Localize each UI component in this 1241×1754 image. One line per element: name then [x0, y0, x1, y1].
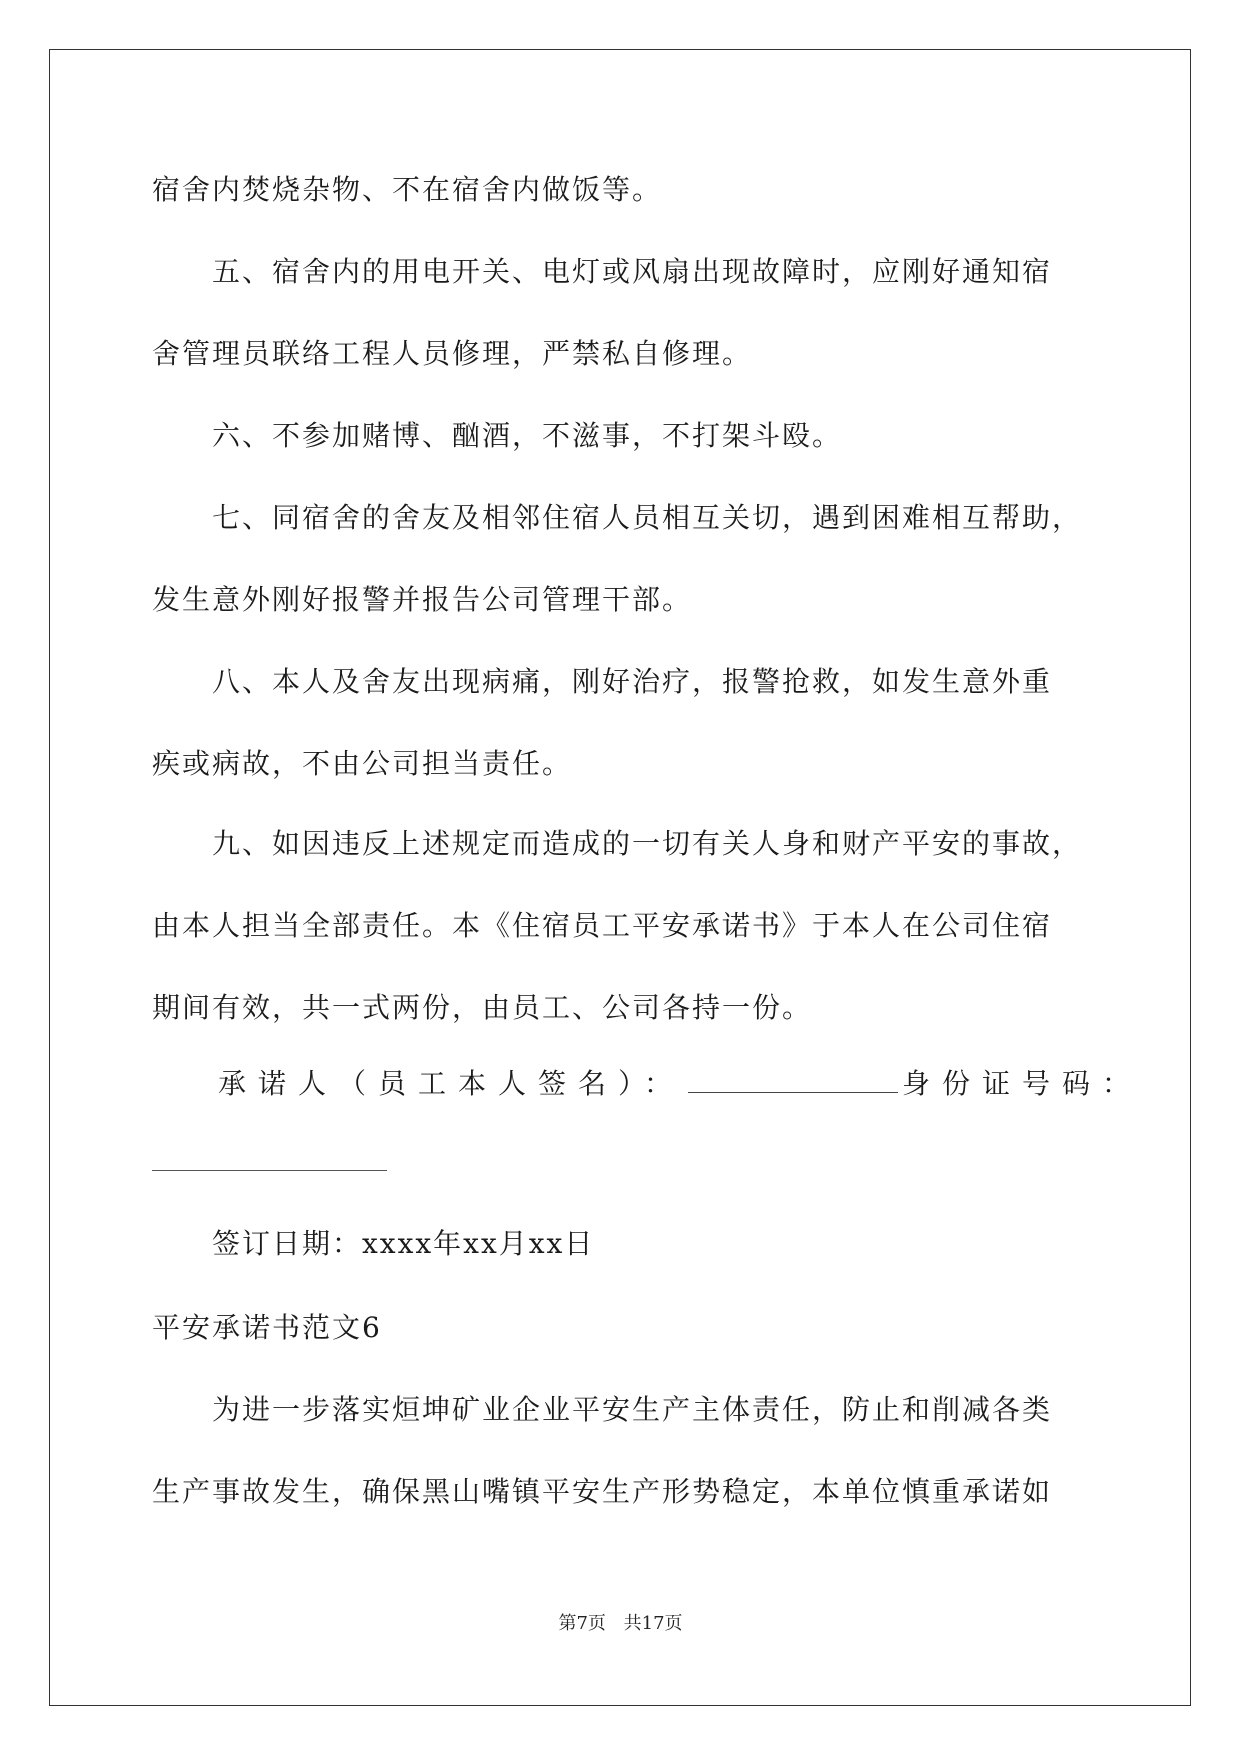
signature-blank[interactable]: [688, 1066, 898, 1093]
body-line-8: 疾或病故，不由公司担当责任。: [152, 747, 573, 780]
body-line-10: 由本人担当全部责任。本《住宿员工平安承诺书》于本人在公司住宿: [152, 909, 1053, 942]
page-footer: [0, 1612, 1241, 1636]
body-line-11: 期间有效，共一式两份，由员工、公司各持一份。: [152, 991, 813, 1024]
body-line-7: 八、本人及舍友出现病痛，刚好治疗，报警抢救，如发生意外重: [212, 665, 1053, 698]
body-line-9: 九、如因违反上述规定而造成的一切有关人身和财产平安的事故，: [212, 827, 1083, 860]
signature-line: [218, 1066, 1142, 1102]
page-total: 共17页: [623, 1613, 683, 1634]
date-line: 签订日期：xxxx年xx月xx日: [212, 1227, 595, 1260]
body-line-2: 五、宿舍内的用电开关、电灯或风扇出现故障时，应刚好通知宿: [212, 255, 1053, 288]
page-border: [49, 49, 1191, 1706]
body-line-6: 发生意外刚好报警并报告公司管理干部。: [152, 583, 693, 616]
page-number: 第7页: [558, 1613, 606, 1634]
intro-line-1: 为进一步落实烜坤矿业企业平安生产主体责任，防止和削减各类: [212, 1393, 1053, 1426]
body-line-1: 宿舍内焚烧杂物、不在宿舍内做饭等。: [152, 173, 663, 206]
body-line-4: 六、不参加赌博、酗酒，不滋事，不打架斗殴。: [212, 419, 843, 452]
committer-label: 承诺人（员工本人签名）：: [218, 1067, 685, 1100]
intro-line-2: 生产事故发生，确保黑山嘴镇平安生产形势稳定，本单位慎重承诺如: [152, 1475, 1053, 1508]
body-line-5: 七、同宿舍的舍友及相邻住宿人员相互关切，遇到困难相互帮助，: [212, 501, 1083, 534]
id-number-label: 身份证号码：: [902, 1067, 1143, 1100]
id-number-blank[interactable]: [152, 1170, 387, 1171]
body-line-3: 舍管理员联络工程人员修理，严禁私自修理。: [152, 337, 753, 370]
section-title: 平安承诺书范文6: [152, 1311, 382, 1344]
